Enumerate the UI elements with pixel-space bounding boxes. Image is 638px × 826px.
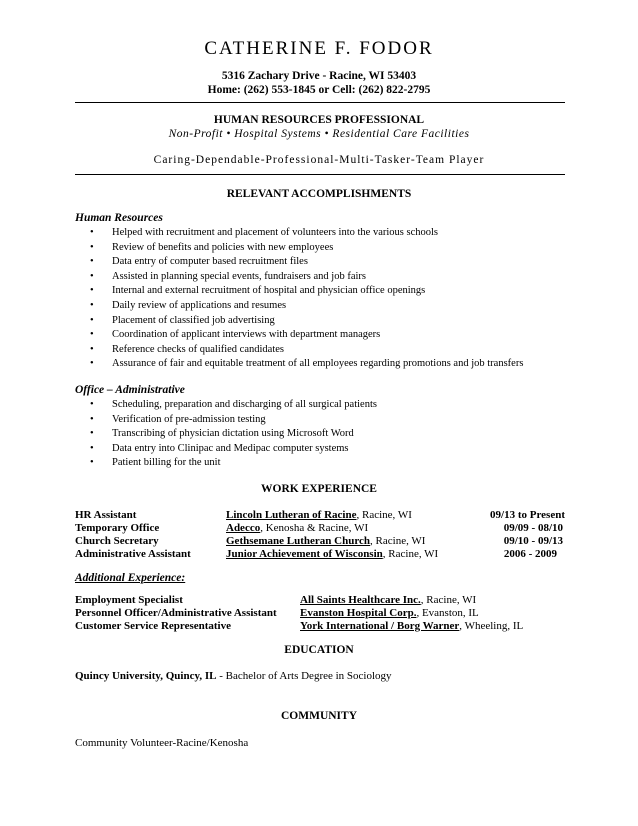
divider (75, 102, 565, 103)
job-employer: Junior Achievement of Wisconsin, Racine, WI (226, 548, 439, 560)
community-heading: COMMUNITY (280, 710, 358, 722)
job-title: Customer Service Representative (75, 620, 231, 632)
education-heading: EDUCATION (284, 644, 354, 656)
list-item: • Transcribing of physician dictation using Microsoft Word (90, 427, 377, 442)
office-accomplishments-list (90, 398, 377, 471)
job-employer: Lincoln Lutheran of Racine, Racine, WI (226, 509, 412, 521)
address: 5316 Zachary Drive - Racine, WI 53403 (221, 70, 417, 82)
tagline: Caring-Dependable-Professional-Multi-Tasker-Team Player (153, 154, 485, 166)
job-employer: Adecco, Kenosha & Racine, WI (226, 522, 369, 534)
job-dates: 2006 - 2009 (503, 548, 557, 560)
list-item: • Assisted in planning special events, fundraisers and job fairs (90, 270, 523, 285)
job-title: HR Assistant (75, 509, 137, 521)
phone-numbers: Home: (262) 553-1845 or Cell: (262) 822-2795 (207, 84, 431, 96)
list-item: • Internal and external recruitment of hospital and physician office openings (90, 284, 523, 299)
job-title: Personnel Officer/Administrative Assistant (75, 607, 277, 619)
job-row (75, 535, 565, 548)
job-title: Employment Specialist (75, 594, 183, 606)
hr-accomplishments-list (90, 226, 523, 372)
degree: - Bachelor of Arts Degree in Sociology (216, 670, 392, 682)
additional-job-row (75, 594, 565, 607)
candidate-name: CATHERINE F. FODOR (204, 38, 434, 59)
job-title: Church Secretary (75, 535, 159, 547)
job-dates: 09/10 - 09/13 (503, 535, 563, 547)
job-employer: Gethsemane Lutheran Church, Racine, WI (226, 535, 426, 547)
list-item: • Reference checks of qualified candidates (90, 343, 523, 358)
divider (75, 174, 565, 175)
category-heading: Office – Administrative (75, 384, 185, 396)
list-item: • Placement of classified job advertising (90, 314, 523, 329)
job-employer: York International / Borg Warner, Wheeling, IL (300, 620, 524, 632)
additional-experience-heading: Additional Experience: (75, 572, 186, 584)
education-entry (75, 670, 392, 682)
list-item: • Review of benefits and policies with new employees (90, 241, 523, 256)
list-item: • Helped with recruitment and placement of volunteers into the various schools (90, 226, 523, 241)
category-heading: Human Resources (75, 212, 163, 224)
additional-job-row (75, 607, 565, 620)
job-title: Administrative Assistant (75, 548, 191, 560)
additional-job-row (75, 620, 565, 633)
job-dates: 09/09 - 08/10 (503, 522, 563, 534)
job-employer: Evanston Hospital Corp., Evanston, IL (300, 607, 479, 619)
list-item: • Data entry into Clinipac and Medipac computer systems (90, 442, 377, 457)
professional-title: HUMAN RESOURCES PROFESSIONAL (213, 114, 425, 126)
list-item: • Assurance of fair and equitable treatment of all employees regarding promotions and job transfers (90, 357, 523, 372)
job-row (75, 548, 565, 561)
list-item: • Scheduling, preparation and discharging of all surgical patients (90, 398, 377, 413)
job-dates: 09/13 to Present (490, 509, 565, 521)
list-item: • Daily review of applications and resumes (90, 299, 523, 314)
school-name: Quincy University, Quincy, IL (75, 670, 217, 682)
list-item: • Data entry of computer based recruitment files (90, 255, 523, 270)
list-item: • Verification of pre-admission testing (90, 413, 377, 428)
work-settings: Non-Profit • Hospital Systems • Residential Care Facilities (168, 128, 470, 140)
job-row (75, 522, 565, 535)
work-heading: WORK EXPERIENCE (261, 483, 377, 495)
accomplishments-heading: RELEVANT ACCOMPLISHMENTS (226, 188, 412, 200)
list-item: • Patient billing for the unit (90, 456, 377, 471)
job-title: Temporary Office (75, 522, 160, 534)
job-row (75, 509, 565, 522)
list-item: • Coordination of applicant interviews with department managers (90, 328, 523, 343)
job-employer: All Saints Healthcare Inc., Racine, WI (300, 594, 477, 606)
community-entry: Community Volunteer-Racine/Kenosha (75, 737, 249, 749)
